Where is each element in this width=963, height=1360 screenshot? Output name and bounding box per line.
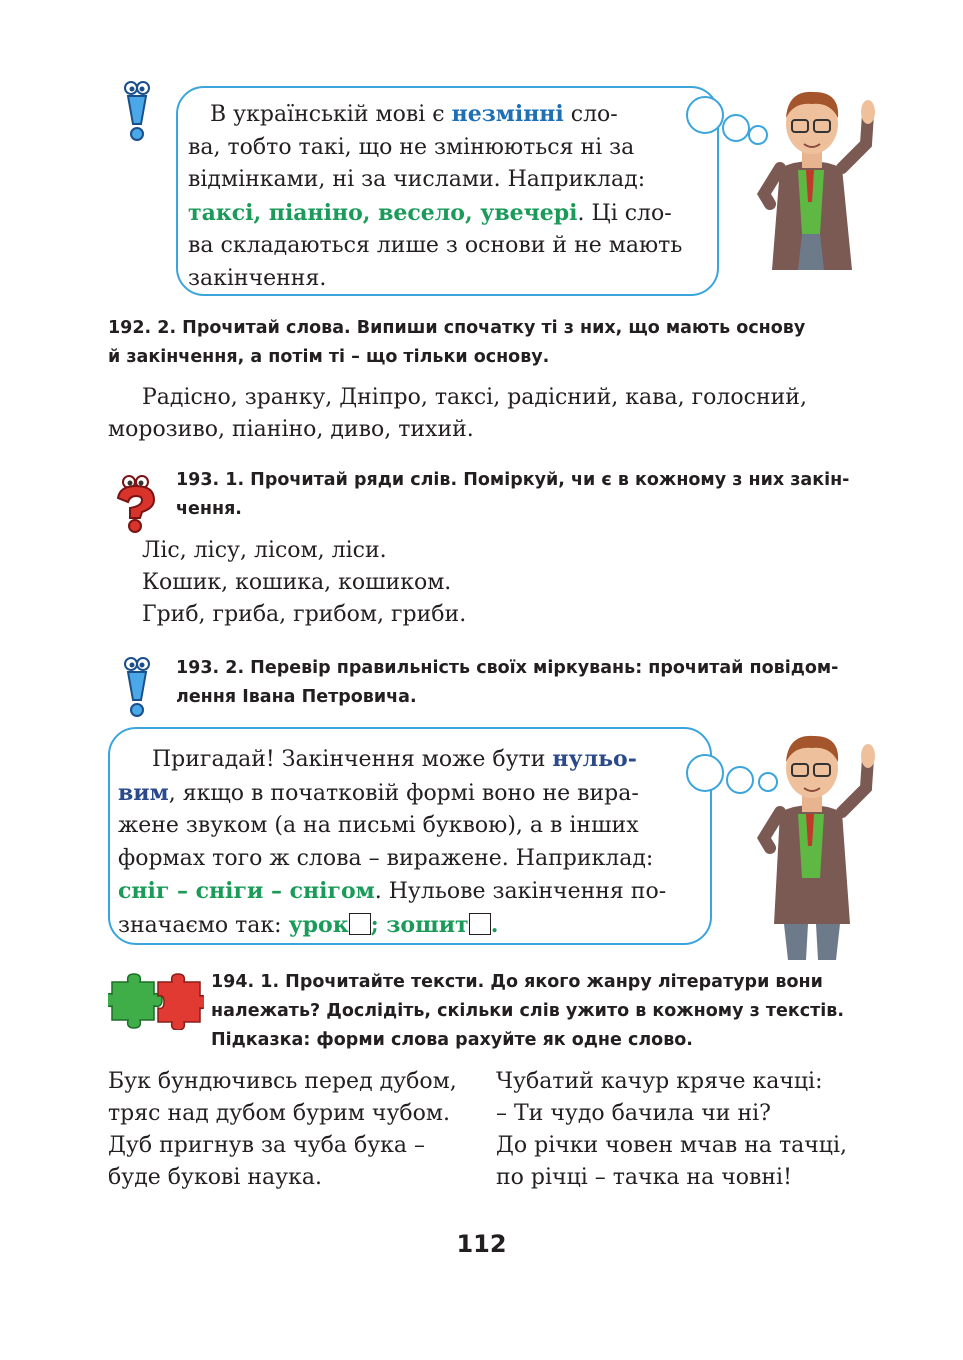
poem-left: [108, 1066, 457, 1194]
task-192-words: Радісно, зранку, Дніпро, таксі, радісний, кава, голосний, морозиво, піаніно, диво, тихий.: [108, 385, 807, 442]
poem-line: буде букові наука.: [108, 1165, 322, 1190]
teacher-illustration: [750, 84, 880, 270]
poem-line: Чубатий качур кряче качці:: [496, 1069, 823, 1094]
poem-line: Бук бундючивсь перед дубом,: [108, 1069, 457, 1094]
word-row: Ліс, лісу, лісом, ліси.: [142, 538, 387, 563]
question-icon: [112, 474, 162, 534]
poem-line: – Ти чудо бачила чи ні?: [496, 1101, 771, 1126]
poem-line: До річки човен мчав на тачці,: [496, 1133, 847, 1158]
poem-right: [496, 1066, 847, 1194]
thought-bubble-circle: [686, 754, 724, 792]
task-193-1-word-rows: [142, 535, 466, 631]
zero-ending-box: [349, 913, 371, 935]
puzzle-icon: [108, 972, 204, 1030]
teacher-illustration: [750, 728, 880, 960]
thought-bubble-circle: [722, 114, 750, 142]
zero-ending-box: [469, 913, 491, 935]
rule-bubble-1: В українській мові є незмінні сло- ва, тобто такі, що не змінюються ні за відмінками, ні за числами. Наприклад: таксі, піаніно, весело, увечері. Ці сло- ва складаються лише з основи й не мають закінчення.: [176, 86, 719, 296]
poem-line: по річці – тачка на човні!: [496, 1165, 792, 1190]
rule-bubble-2: Пригадай! Закінчення може бути нульо- вим, якщо в початковій формі воно не вира- жене звуком (а на письмі буквою), а в інших формах того ж слова – виражене. Наприклад: сніг – сніги – снігом. Нульове закінчення по- значаємо так: урок ; зошит .: [108, 727, 712, 945]
task-194-instructions: 194. 1. Прочитайте тексти. До якого жанру літератури вони належать? Дослідіть, скільки слів ужито в кожному з текстів. Підказка: форми слова рахуйте як одне слово.: [211, 972, 844, 1050]
word-row: Кошик, кошика, кошиком.: [142, 570, 452, 595]
thought-bubble-circle: [686, 96, 724, 134]
rule-text: В українській мові є незмінні сло-: [210, 101, 618, 127]
poem-line: тряс над дубом бурим чубом.: [108, 1101, 450, 1126]
exclamation-icon: [118, 80, 158, 144]
poem-line: Дуб пригнув за чуба бука –: [108, 1133, 425, 1158]
task-193-1-instructions: 193. 1. Прочитай ряди слів. Поміркуй, чи є в кожному з них закін- чення.: [176, 470, 850, 519]
word-row: Гриб, гриба, грибом, гриби.: [142, 602, 467, 627]
task-193-2-instructions: 193. 2. Перевір правильність своїх міркувань: прочитай повідом- лення Івана Петровича.: [176, 658, 839, 707]
page-number: 112: [456, 1230, 507, 1258]
task-192-instructions: 192. 2. Прочитай слова. Випиши спочатку ті з них, що мають основу й закінчення, а потім ті – що тільки основу.: [108, 318, 806, 367]
exclamation-icon: [118, 656, 158, 720]
